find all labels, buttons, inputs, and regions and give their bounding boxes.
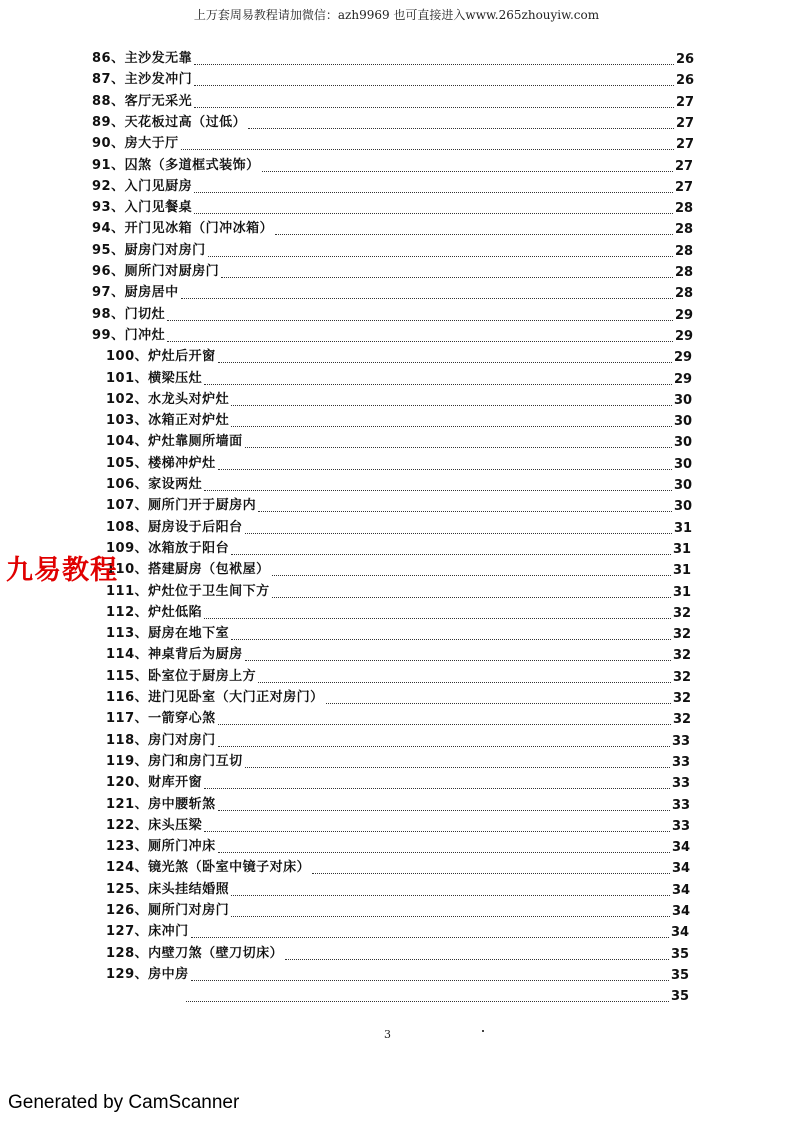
toc-entry-page: 32: [673, 605, 692, 621]
toc-entry-title: 125、床头挂结婚照: [106, 881, 230, 897]
toc-entry-page: 32: [673, 712, 692, 728]
toc-entry-page: 27: [676, 115, 695, 131]
toc-entry: [0, 344, 793, 366]
toc-entry-title: 117、一箭穿心煞: [106, 711, 216, 727]
toc-entry: [0, 493, 793, 515]
toc-entry-page: 33: [672, 754, 691, 770]
toc-leader-dots: [326, 703, 671, 704]
toc-leader-dots: [218, 810, 670, 811]
toc-entry: [0, 131, 793, 153]
toc-leader-dots: [191, 980, 669, 981]
page-number: 3: [384, 1028, 391, 1041]
toc-entry-page: 34: [671, 925, 690, 941]
toc-entry-page: 34: [672, 840, 691, 856]
toc-entry: [0, 429, 793, 451]
camscanner-footer: Generated by CamScanner: [8, 1092, 240, 1113]
toc-leader-dots: [245, 447, 672, 448]
toc-entry-page: 27: [675, 179, 694, 195]
toc-entry-title: 109、冰箱放于阳台: [106, 540, 230, 556]
toc-entry-page: 33: [672, 818, 691, 834]
toc-leader-dots: [218, 852, 670, 853]
toc-entry-title: 99、门冲灶: [92, 327, 166, 343]
toc-leader-dots: [231, 639, 671, 640]
toc-entry-page: 29: [674, 350, 693, 366]
toc-entry: [0, 174, 793, 196]
toc-entry-page: 32: [673, 691, 692, 706]
toc-entry-page: 30: [674, 456, 693, 472]
toc-entry-page: 26: [676, 52, 695, 67]
toc-entry: [0, 302, 793, 324]
toc-leader-dots: [258, 682, 671, 683]
toc-entry-page: 30: [674, 499, 693, 515]
toc-entry-page: 31: [673, 563, 692, 579]
toc-entry-title: 124、镜光煞（卧室中镜子对床）: [106, 860, 311, 876]
toc-entry: [0, 451, 793, 473]
toc-entry-page: 29: [675, 328, 694, 344]
toc-entry-title: 111、炉灶位于卫生间下方: [106, 583, 270, 599]
toc-entry-page: 32: [673, 648, 692, 664]
toc-leader-dots: [194, 107, 674, 108]
toc-entry-title: 88、客厅无采光: [92, 93, 193, 109]
scan-speck: [482, 1030, 484, 1032]
toc-entry-title: 87、主沙发冲门: [92, 72, 193, 88]
toc-entry-title: 104、炉灶靠厕所墙面: [106, 434, 243, 450]
toc-entry-title: 105、楼梯冲炉灶: [106, 455, 216, 471]
toc-entry: [0, 749, 793, 771]
toc-entry: [0, 515, 793, 537]
toc-entry-page: 27: [676, 94, 695, 110]
toc-entry-page: 31: [674, 520, 693, 536]
toc-entry-page: 29: [675, 307, 694, 323]
toc-entry-title: 108、厨房设于后阳台: [106, 519, 243, 535]
toc-leader-dots: [167, 320, 673, 321]
toc-leader-dots: [231, 405, 672, 406]
toc-entry-page: 34: [672, 904, 691, 919]
toc-entry: [0, 728, 793, 750]
toc-entry-page: 32: [673, 627, 692, 643]
toc-leader-dots: [245, 660, 671, 661]
toc-leader-dots: [208, 256, 673, 257]
toc-entry-page: 34: [672, 861, 691, 877]
toc-entry: [0, 67, 793, 89]
table-of-contents: [0, 46, 793, 1016]
toc-entry: [0, 642, 793, 664]
toc-leader-dots: [262, 171, 673, 172]
toc-entry-title: 91、囚煞（多道框式装饰）: [92, 157, 260, 173]
toc-leader-dots: [167, 341, 673, 342]
toc-entry-page: 35: [671, 967, 690, 983]
toc-entry-page: 28: [675, 222, 694, 238]
toc-entry-title: 123、厕所门冲床: [106, 839, 216, 855]
toc-entry: [0, 685, 793, 707]
toc-entry-page: 31: [673, 541, 692, 557]
toc-leader-dots: [275, 234, 673, 235]
toc-leader-dots: [194, 213, 673, 214]
toc-leader-dots: [221, 277, 673, 278]
toc-entry: [0, 280, 793, 302]
toc-entry-page: 28: [675, 201, 694, 217]
toc-entry: [0, 898, 793, 920]
toc-entry-title: 127、床冲门: [106, 924, 189, 940]
toc-entry-page: 35: [671, 989, 690, 1005]
toc-entry-title: 120、财库开窗: [106, 775, 203, 791]
toc-leader-dots: [231, 554, 671, 555]
toc-entry-page: 30: [674, 414, 693, 430]
toc-entry-title: 115、卧室位于厨房上方: [106, 668, 257, 684]
toc-entry: [0, 216, 793, 238]
toc-leader-dots: [272, 575, 671, 576]
toc-entry: [0, 238, 793, 260]
toc-leader-dots: [194, 192, 673, 193]
toc-entry-page: 30: [674, 392, 693, 408]
toc-entry-title: 118、房门对房门: [106, 732, 216, 748]
toc-entry: [0, 89, 793, 111]
toc-entry-title: 100、炉灶后开窗: [106, 349, 216, 365]
toc-entry-page: 31: [673, 584, 692, 600]
toc-entry: [0, 408, 793, 430]
toc-entry: [0, 323, 793, 345]
toc-entry-title: 86、主沙发无靠: [92, 51, 193, 66]
toc-entry-title: 101、横梁压灶: [106, 370, 203, 386]
toc-entry: [0, 664, 793, 686]
toc-entry: [0, 46, 793, 68]
toc-entry-page: 30: [674, 435, 693, 451]
toc-entry-page: 30: [674, 478, 693, 493]
toc-entry-title: 114、神桌背后为厨房: [106, 647, 243, 663]
toc-entry-title: 98、门切灶: [92, 306, 166, 322]
toc-leader-dots: [186, 1001, 669, 1002]
page-header-ad: 上万套周易教程请加微信：azh9969 也可直接进入www.265zhouyiw.com: [193, 8, 600, 22]
toc-entry-page: 33: [672, 776, 691, 792]
toc-entry-page: 26: [676, 73, 695, 89]
toc-leader-dots: [194, 64, 674, 65]
toc-leader-dots: [248, 128, 674, 129]
toc-entry-page: 33: [672, 733, 691, 749]
toc-leader-dots: [245, 767, 670, 768]
toc-leader-dots: [181, 149, 674, 150]
toc-entry: [0, 557, 793, 579]
toc-entry-title: 103、冰箱正对炉灶: [106, 413, 230, 429]
toc-entry-title: 94、开门见冰箱（门冲冰箱）: [92, 221, 274, 237]
toc-entry-page: 28: [675, 286, 694, 302]
toc-entry: [0, 153, 793, 175]
toc-entry: [0, 962, 793, 984]
toc-entry: [0, 855, 793, 877]
toc-entry-title: 89、天花板过高（过低）: [92, 114, 247, 130]
toc-entry-page: 28: [675, 265, 694, 280]
toc-entry: [0, 770, 793, 792]
toc-entry: [0, 706, 793, 728]
toc-leader-dots: [218, 746, 670, 747]
toc-entry: [0, 834, 793, 856]
toc-leader-dots: [312, 873, 670, 874]
toc-entry: [0, 813, 793, 835]
toc-entry-page: 27: [675, 158, 694, 174]
toc-leader-dots: [204, 618, 671, 619]
toc-leader-dots: [245, 533, 672, 534]
toc-entry: [0, 983, 793, 1005]
toc-entry: [0, 259, 793, 281]
toc-entry-title: 107、厕所门开于厨房内: [106, 498, 257, 514]
toc-leader-dots: [231, 916, 670, 917]
toc-entry-title: 110、搭建厨房（包袱屋）: [106, 562, 270, 578]
toc-leader-dots: [204, 831, 670, 832]
toc-entry: [0, 621, 793, 643]
toc-entry-title: 90、房大于厅: [92, 136, 179, 152]
toc-entry-title: 96、厕所门对厨房门: [92, 264, 220, 279]
toc-entry-page: 28: [675, 243, 694, 259]
toc-entry: [0, 472, 793, 494]
toc-entry-title: 128、内壁刀煞（壁刀切床）: [106, 945, 284, 961]
toc-entry-title: 95、厨房门对房门: [92, 242, 206, 258]
toc-entry-page: 33: [672, 797, 691, 813]
toc-entry: [0, 941, 793, 963]
watermark-logo: 九易教程: [6, 555, 118, 586]
toc-leader-dots: [258, 511, 672, 512]
toc-entry-title: 119、房门和房门互切: [106, 753, 243, 769]
toc-entry-page: 29: [674, 371, 693, 387]
toc-entry-title: 122、床头压梁: [106, 817, 203, 833]
toc-entry-title: 126、厕所门对房门: [106, 903, 230, 918]
toc-leader-dots: [272, 597, 671, 598]
toc-leader-dots: [231, 895, 670, 896]
toc-entry: [0, 792, 793, 814]
toc-entry-title: 93、入门见餐桌: [92, 200, 193, 216]
toc-entry-title: 129、房中房: [106, 966, 189, 982]
toc-entry-title: 116、进门见卧室（大门正对房门）: [106, 690, 324, 705]
toc-leader-dots: [204, 788, 670, 789]
toc-entry-page: 27: [676, 137, 695, 153]
toc-leader-dots: [285, 959, 669, 960]
toc-leader-dots: [204, 384, 672, 385]
toc-entry: [0, 536, 793, 558]
toc-entry-title: 113、厨房在地下室: [106, 626, 230, 642]
toc-entry: [0, 366, 793, 388]
toc-entry: [0, 600, 793, 622]
toc-leader-dots: [218, 469, 672, 470]
toc-entry-page: 34: [672, 882, 691, 898]
toc-entry-title: 97、厨房居中: [92, 285, 179, 301]
toc-leader-dots: [204, 490, 672, 491]
toc-entry: [0, 195, 793, 217]
toc-leader-dots: [231, 426, 672, 427]
toc-entry: [0, 919, 793, 941]
toc-entry: [0, 579, 793, 601]
toc-entry-title: 102、水龙头对炉灶: [106, 391, 230, 407]
toc-leader-dots: [218, 724, 671, 725]
toc-leader-dots: [191, 937, 669, 938]
toc-entry-title: 106、家设两灶: [106, 477, 203, 492]
toc-entry-title: 112、炉灶低陷: [106, 604, 203, 620]
toc-leader-dots: [218, 362, 672, 363]
toc-leader-dots: [181, 298, 673, 299]
toc-leader-dots: [194, 85, 674, 86]
toc-entry-title: 92、入门见厨房: [92, 178, 193, 194]
toc-entry-page: 32: [673, 669, 692, 685]
toc-entry: [0, 387, 793, 409]
toc-entry: [0, 110, 793, 132]
toc-entry: [0, 877, 793, 899]
toc-entry-page: 35: [671, 946, 690, 962]
toc-entry-title: 121、房中腰斩煞: [106, 796, 216, 812]
